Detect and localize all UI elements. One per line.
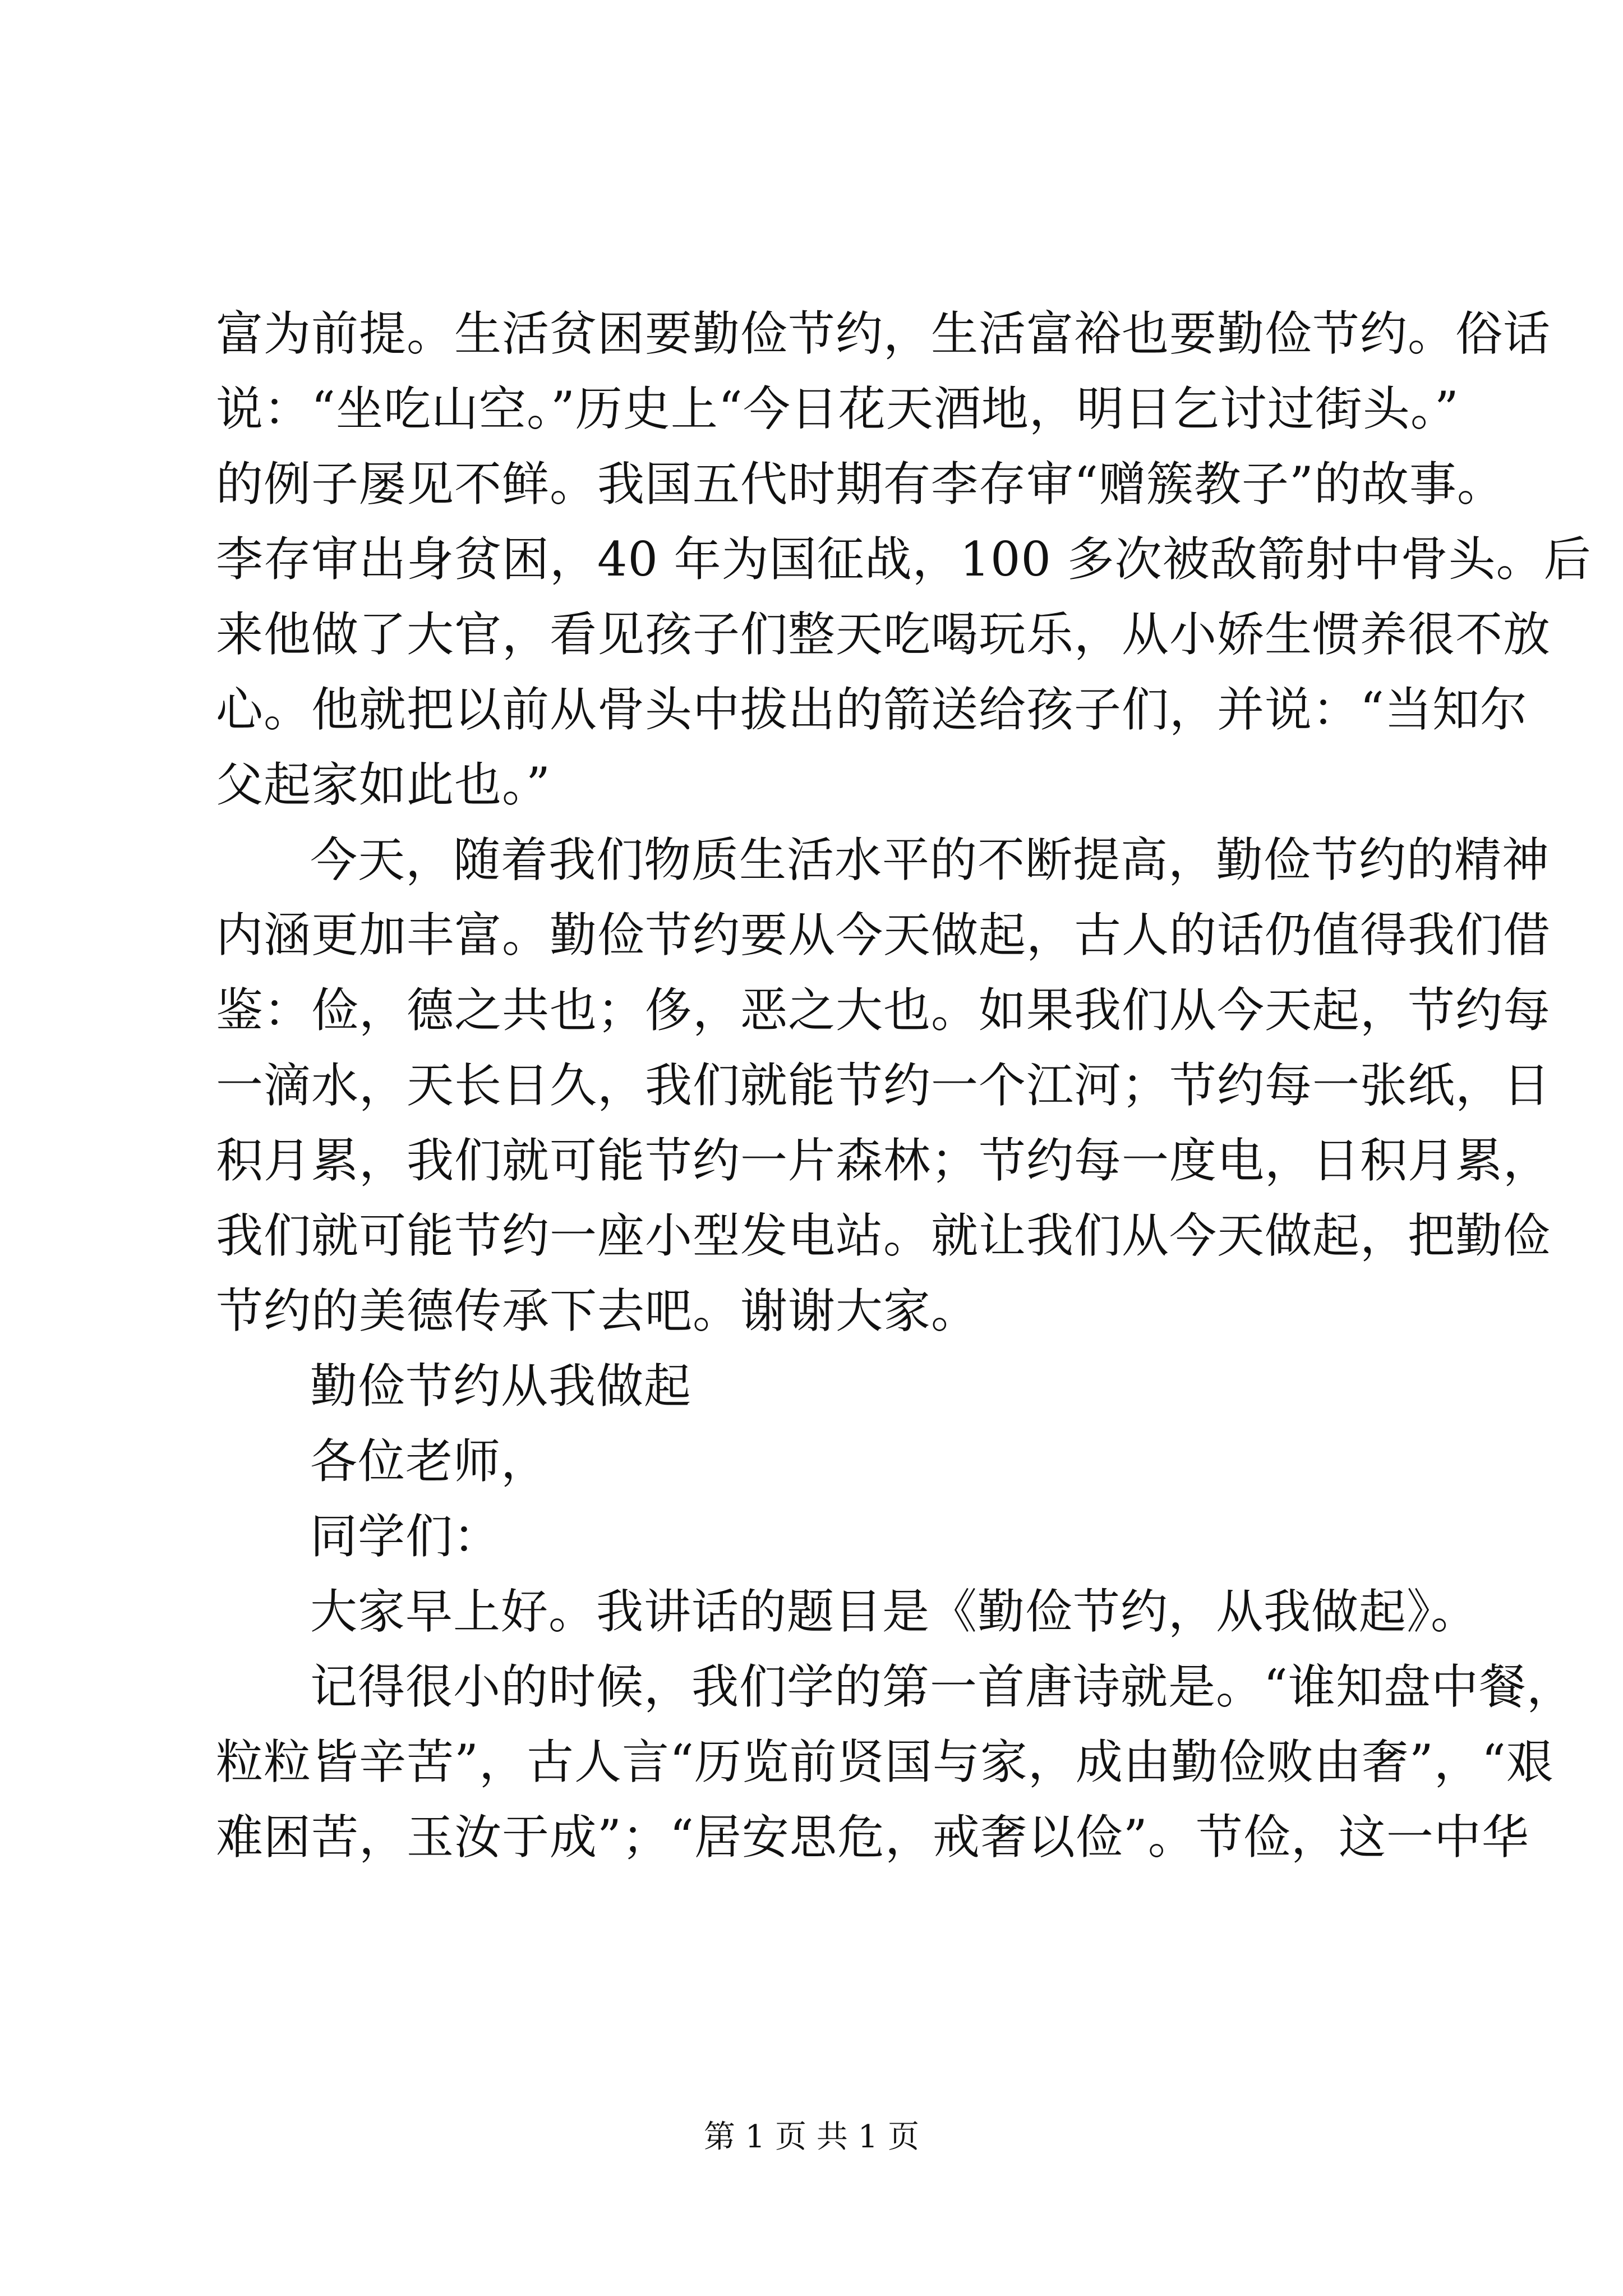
paragraph-line: 大家早上好。我讲话的题目是《勤俭节约，从我做起》。	[310, 1584, 1479, 1639]
paragraph-line: 积月累，我们就可能节约一片森林；节约每一度电，日积月累，	[216, 1133, 1551, 1188]
paragraph-line: 说：“坐吃山空。”历史上“今日花天酒地，明日乞讨过街头。”	[216, 381, 1459, 436]
paragraph-line: 鉴：俭，德之共也；侈，恶之大也。如果我们从今天起，节约每	[216, 983, 1551, 1038]
paragraph-line: 富为前提。生活贫困要勤俭节约，生活富裕也要勤俭节约。俗话	[216, 306, 1551, 361]
paragraph-line: 心。他就把以前从骨头中拔出的箭送给孩子们，并说：“当知尔	[216, 682, 1528, 737]
paragraph-line: 难困苦，玉汝于成”；“居安思危，戒奢以俭”。节俭，这一中华	[216, 1810, 1529, 1865]
section-title: 勤俭节约从我做起	[310, 1359, 692, 1414]
salutation-line: 同学们：	[310, 1509, 501, 1564]
paragraph-line: 粒粒皆辛苦”，古人言“历览前贤国与家，成由勤俭败由奢”，“艰	[216, 1734, 1554, 1789]
salutation-line: 各位老师，	[310, 1434, 549, 1489]
paragraph-line: 内涵更加丰富。勤俭节约要从今天做起，古人的话仍值得我们借	[216, 908, 1551, 963]
paragraph-line: 我们就可能节约一座小型发电站。就让我们从今天做起，把勤俭	[216, 1208, 1551, 1263]
paragraph-line: 父起家如此也。”	[216, 757, 551, 812]
paragraph-line: 李存审出身贫困，40 年为国征战，100 多次被敌箭射中骨头。后	[216, 532, 1592, 587]
paragraph-line: 今天，随着我们物质生活水平的不断提高，勤俭节约的精神	[310, 832, 1550, 887]
paragraph-line: 一滴水，天长日久，我们就能节约一个江河；节约每一张纸，日	[216, 1058, 1551, 1113]
paragraph-line: 记得很小的时候，我们学的第一首唐诗就是。“谁知盘中餐，	[310, 1659, 1574, 1714]
paragraph-line: 的例子屡见不鲜。我国五代时期有李存审“赠簇教子”的故事。	[216, 457, 1505, 512]
page-footer: 第 1 页 共 1 页	[703, 2119, 920, 2155]
paragraph-line: 来他做了大官，看见孩子们整天吃喝玩乐，从小娇生惯养很不放	[216, 607, 1551, 662]
paragraph-line: 节约的美德传承下去吧。谢谢大家。	[216, 1283, 979, 1338]
